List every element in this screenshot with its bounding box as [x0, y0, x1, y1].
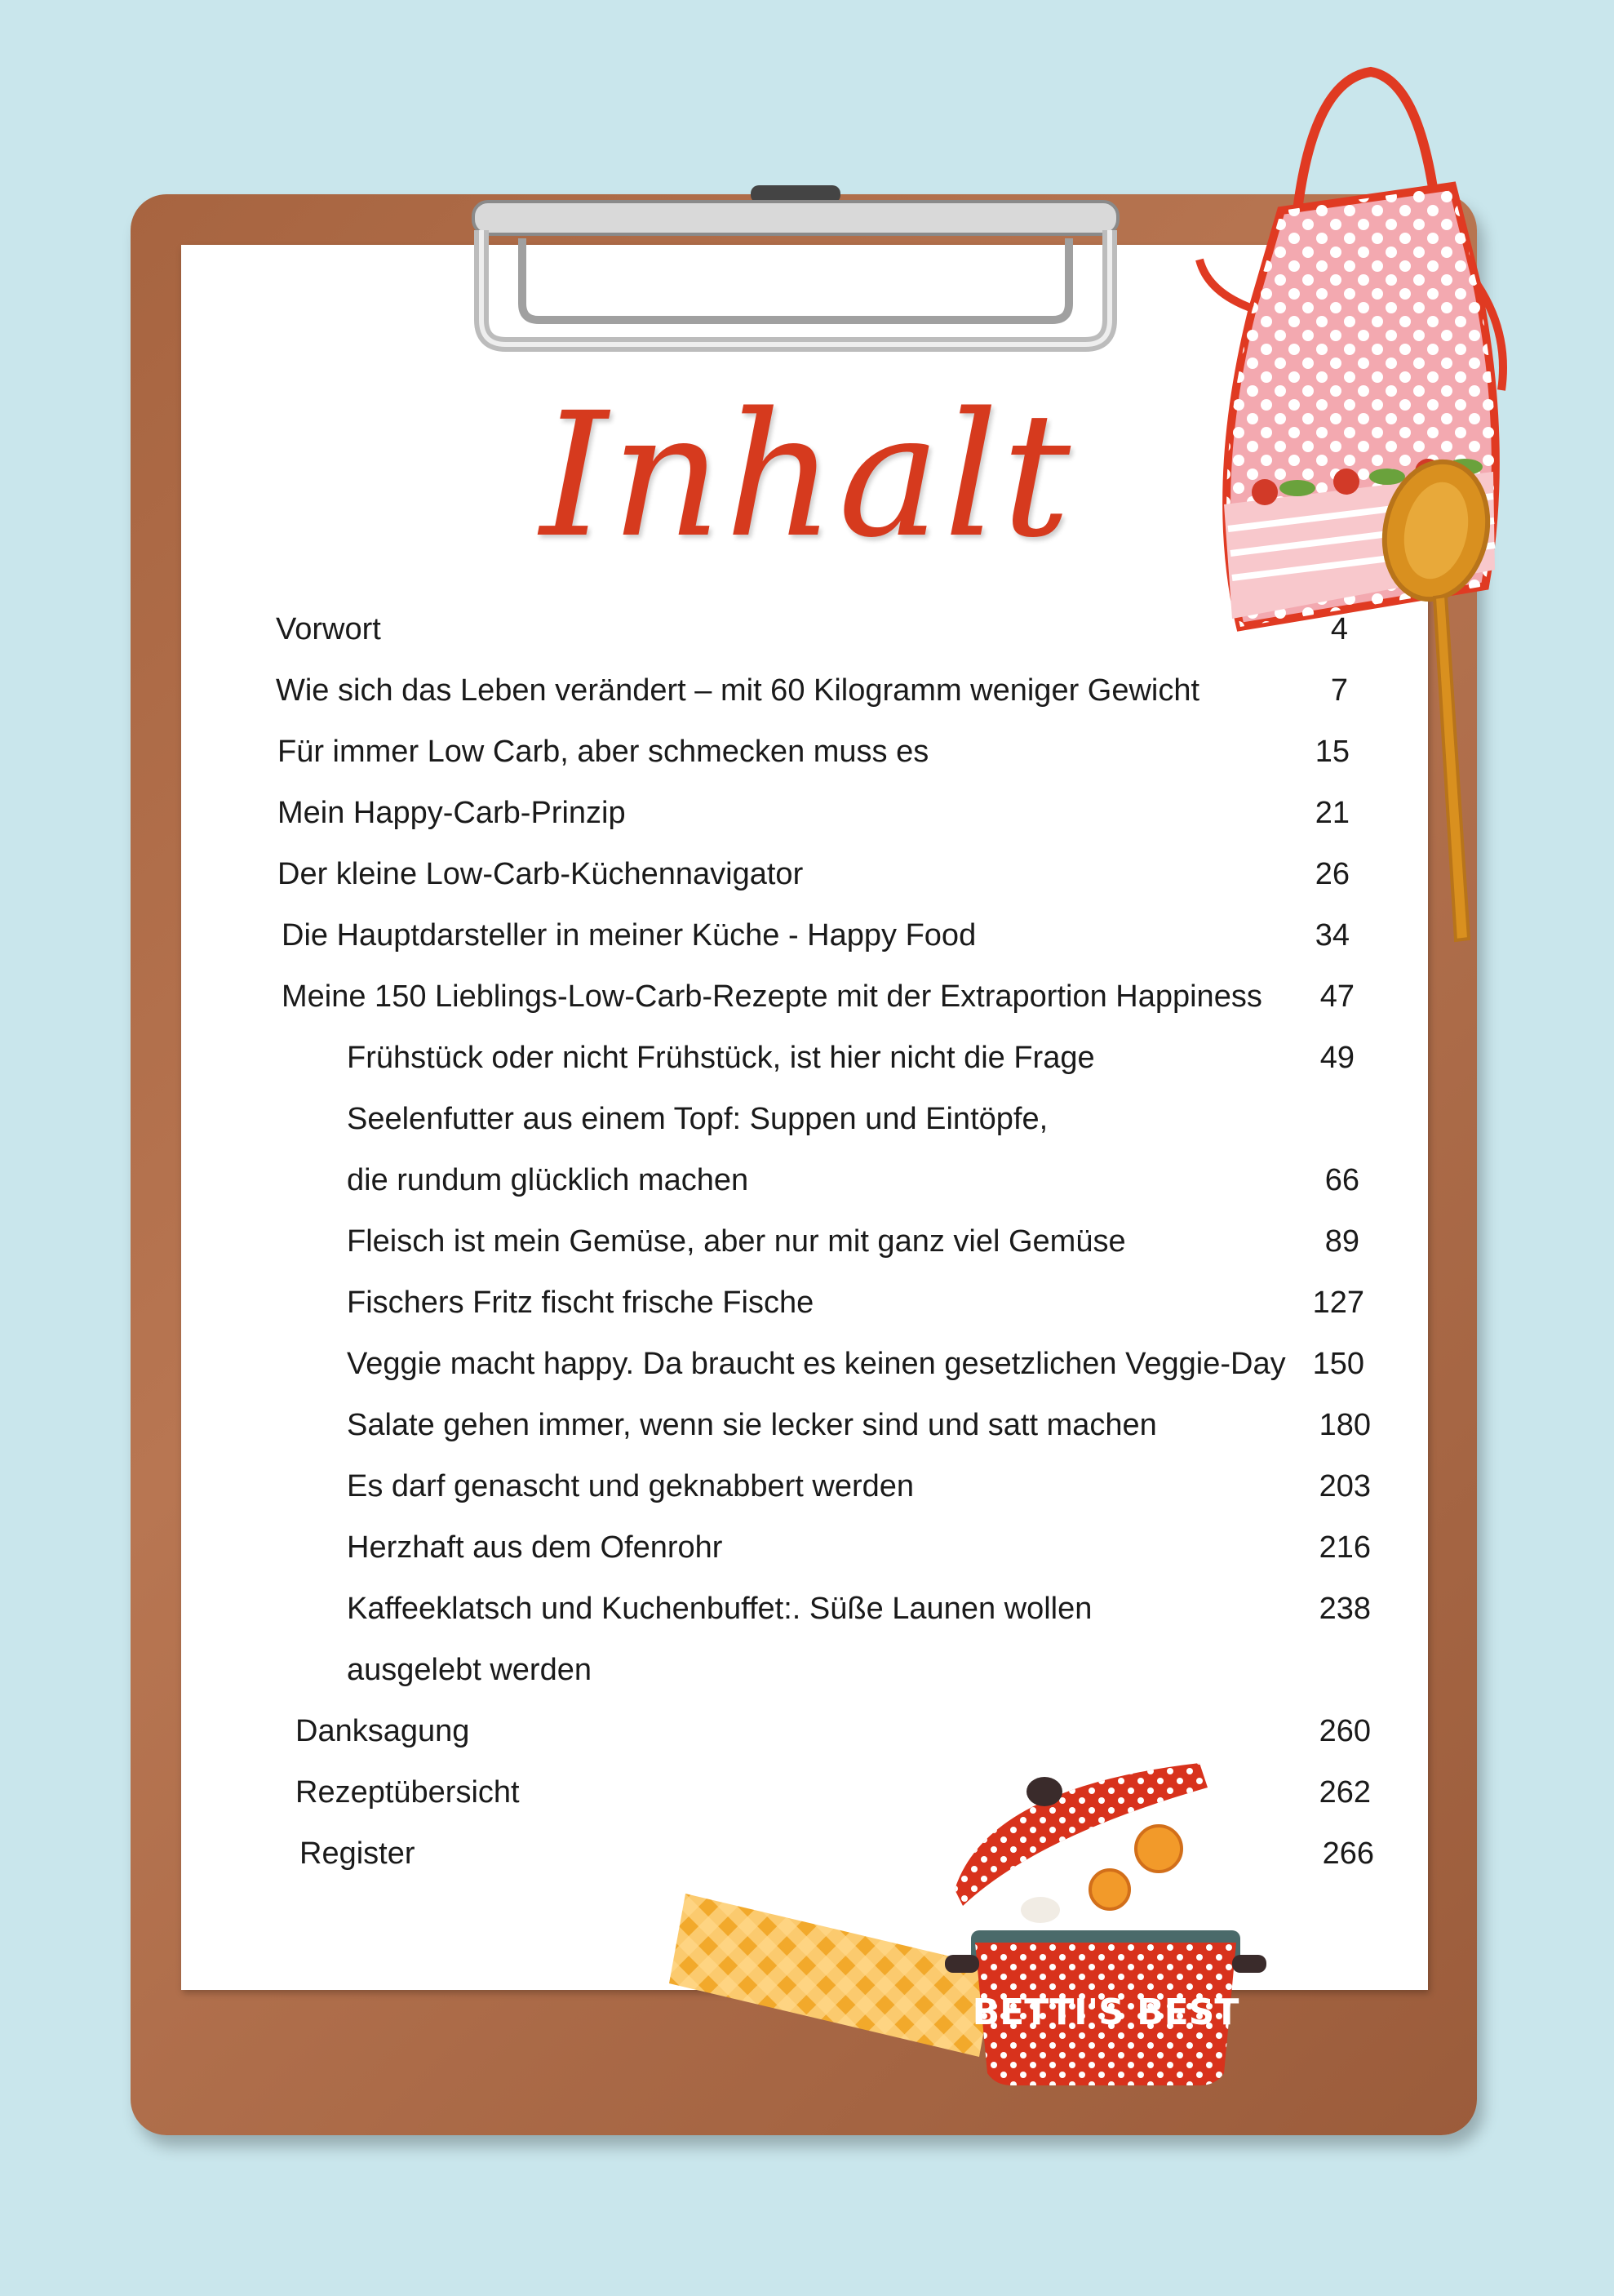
toc-entry-label: Wie sich das Leben verändert – mit 60 Kilogramm weniger Gewicht	[276, 673, 1200, 708]
toc-entry-label: die rundum glücklich machen	[347, 1163, 749, 1197]
toc-entry-label: Rezeptübersicht	[295, 1775, 520, 1810]
toc-entry-page: 7	[1330, 673, 1348, 708]
toc-entry-label: Es darf genascht und geknabbert werden	[347, 1469, 915, 1503]
toc-entry-page: 262	[1319, 1775, 1371, 1810]
toc-entry-label: Herzhaft aus dem Ofenrohr	[347, 1530, 723, 1565]
toc-entry-page: 266	[1322, 1836, 1374, 1871]
toc-entry-page: 238	[1319, 1592, 1371, 1626]
toc-entry-label: Der kleine Low-Carb-Küchennavigator	[277, 857, 804, 891]
toc-entry-label: Die Hauptdarsteller in meiner Küche - Happy Food	[282, 918, 977, 953]
toc-entry-page: 34	[1315, 918, 1350, 953]
toc-entry-page: 150	[1312, 1347, 1364, 1381]
toc-entry-label: Seelenfutter aus einem Topf: Suppen und Eintöpfe,	[347, 1102, 1049, 1136]
toc-entry-page	[1265, 1095, 1355, 1144]
toc-entry-page: 4	[1330, 612, 1348, 646]
toc-entry-page: 21	[1315, 796, 1350, 830]
toc-entry-page: 66	[1324, 1163, 1359, 1197]
toc-entry-label: Register	[299, 1836, 415, 1871]
toc-entry-label: Meine 150 Lieblings-Low-Carb-Rezepte mit der Extraportion Happiness	[282, 979, 1262, 1014]
toc-entry-label: Kaffeeklatsch und Kuchenbuffet:. Süße Launen wollen	[347, 1592, 1093, 1626]
toc-entry-page: 26	[1315, 857, 1350, 891]
toc-entry-label: Salate gehen immer, wenn sie lecker sind und satt machen	[347, 1408, 1157, 1442]
pot-label: BETTI'S BEST	[972, 1992, 1239, 2033]
toc-entry-label: Danksagung	[295, 1714, 470, 1748]
toc-entry-page: 49	[1319, 1041, 1355, 1075]
toc-entry-page	[1281, 1645, 1371, 1694]
toc-entry-page: 203	[1319, 1469, 1371, 1503]
toc-entry-label: Veggie macht happy. Da braucht es keinen gesetzlichen Veggie-Day	[347, 1347, 1286, 1381]
toc-entry-label: Vorwort	[276, 612, 381, 646]
toc-entry-label: Mein Happy-Carb-Prinzip	[277, 796, 626, 830]
toc-entry-page: 89	[1324, 1224, 1359, 1259]
toc-entry-label: Für immer Low Carb, aber schmecken muss es	[277, 735, 929, 769]
toc-entry-page: 180	[1319, 1408, 1371, 1442]
toc-entry-page: 216	[1319, 1530, 1371, 1565]
toc-entry-label: Frühstück oder nicht Frühstück, ist hier nicht die Frage	[347, 1041, 1095, 1075]
toc-entry-page: 47	[1319, 979, 1355, 1014]
toc-entry-label: ausgelebt werden	[347, 1653, 592, 1687]
toc-entry-page: 260	[1319, 1714, 1371, 1748]
toc-entry-label: Fischers Fritz fischt frische Fische	[347, 1286, 814, 1320]
toc-entry-label: Fleisch ist mein Gemüse, aber nur mit ganz viel Gemüse	[347, 1224, 1126, 1259]
toc-entry-page: 15	[1315, 735, 1350, 769]
toc-entry-page: 127	[1312, 1286, 1364, 1320]
page-title: Inhalt	[539, 375, 1075, 575]
